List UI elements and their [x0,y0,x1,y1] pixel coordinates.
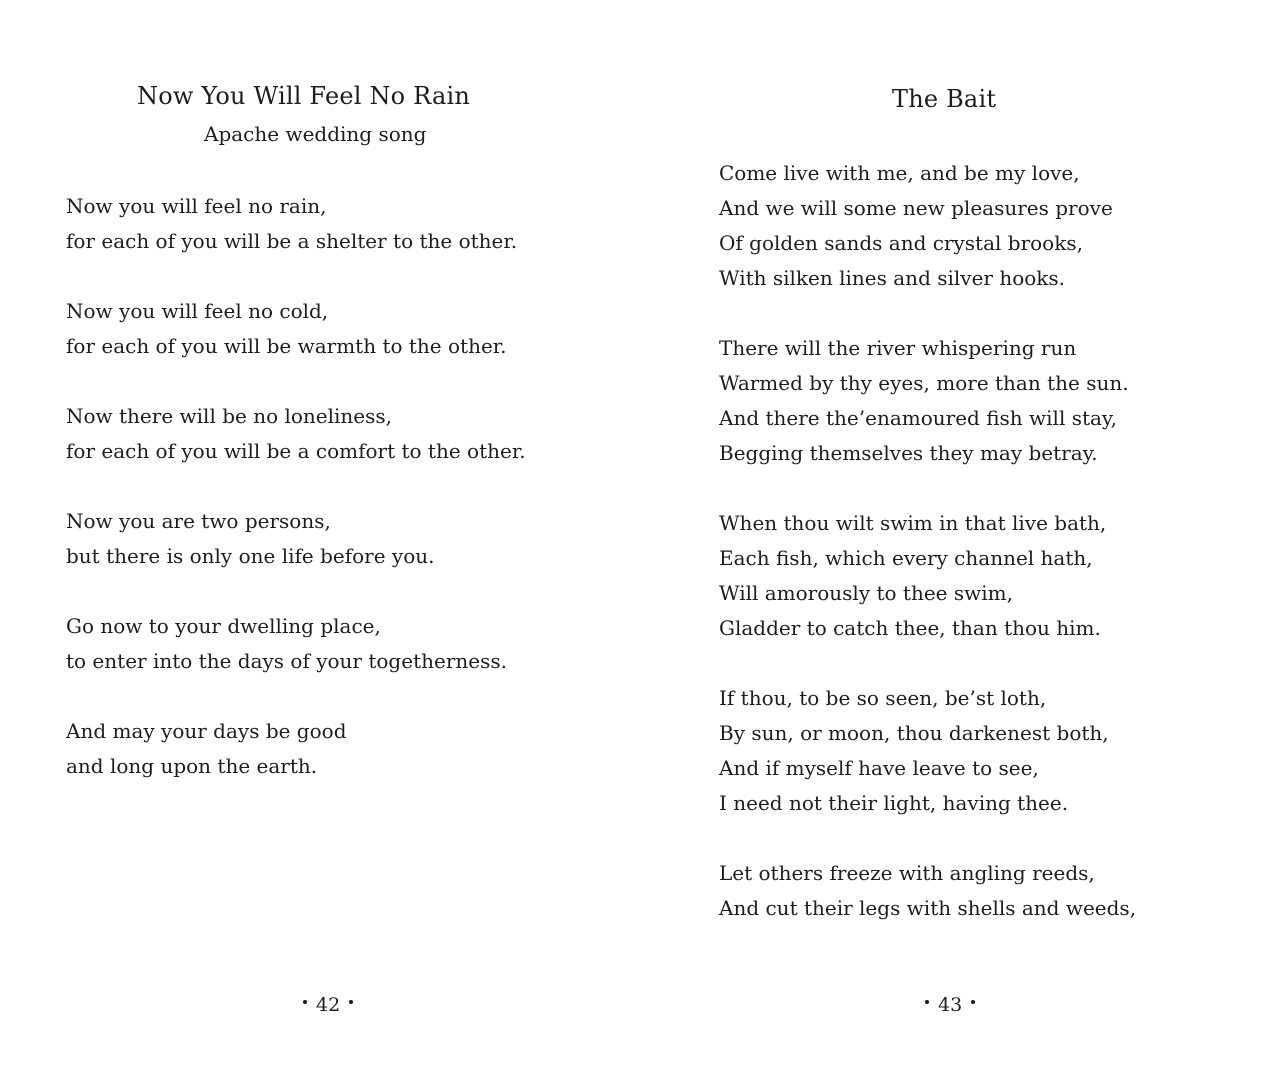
poem-line: If thou, to be so seen, be’st loth, [719,686,1047,710]
page-number [294,994,362,1016]
stanza [66,189,526,259]
poem-line: Each fish, which every channel hath, [719,546,1093,570]
poem-line: By sun, or moon, thou darkenest both, [719,721,1109,745]
poem-line: I need not their light, having thee. [719,791,1069,815]
poem-line: to enter into the days of your togetherness. [66,649,507,673]
poem-line: but there is only one life before you. [66,544,435,568]
poem-line: There will the river whispering run [719,336,1077,360]
stanza [719,156,1136,296]
poem-line: Now you will feel no cold, [66,299,329,323]
poem-body [719,156,1136,961]
poem-line: And cut their legs with shells and weeds, [719,896,1137,920]
stanza [66,399,526,469]
poem-line: And if myself have leave to see, [719,756,1039,780]
poem-line: Come live with me, and be my love, [719,161,1080,185]
poem-line: Gladder to catch thee, than thou him. [719,616,1101,640]
stanza [719,331,1136,471]
poem-line: for each of you will be a shelter to the other. [66,229,518,253]
poem-title: Now You Will Feel No Rain [137,82,471,110]
stanza [66,294,526,364]
dot-ornament [971,1000,975,1004]
poem-line: With silken lines and silver hooks. [719,266,1066,290]
stanza [719,506,1136,646]
poem-line: Begging themselves they may betray. [719,441,1098,465]
poem-line: Now you are two persons, [66,509,331,533]
stanza [66,609,526,679]
poem-line: And may your days be good [66,719,347,743]
stanza [719,856,1136,926]
page-number [916,994,984,1016]
poem-line: for each of you will be a comfort to the other. [66,439,526,463]
poem-line: for each of you will be warmth to the other. [66,334,507,358]
stanza [719,681,1136,821]
poem-line: Now there will be no loneliness, [66,404,393,428]
page-number-value: 43 [938,994,963,1016]
poem-line: And there the’enamoured fish will stay, [719,406,1117,430]
poem-line: and long upon the earth. [66,754,318,778]
stanza [66,714,526,784]
poem-line: And we will some new pleasures prove [719,196,1113,220]
poem-subtitle: Apache wedding song [204,122,427,146]
poem-line: Of golden sands and crystal brooks, [719,231,1083,255]
poem-line: Warmed by thy eyes, more than the sun. [719,371,1129,395]
dot-ornament [303,1000,307,1004]
page-number-value: 42 [316,994,341,1016]
poem-line: Let others freeze with angling reeds, [719,861,1095,885]
poem-line: Go now to your dwelling place, [66,614,381,638]
poem-line: Now you will feel no rain, [66,194,327,218]
stanza [66,504,526,574]
poem-line: When thou wilt swim in that live bath, [719,511,1107,535]
dot-ornament [925,1000,929,1004]
poem-body [66,189,526,819]
poem-title: The Bait [892,85,997,113]
dot-ornament [349,1000,353,1004]
right-page [634,0,1268,1080]
poem-line: Will amorously to thee swim, [719,581,1013,605]
